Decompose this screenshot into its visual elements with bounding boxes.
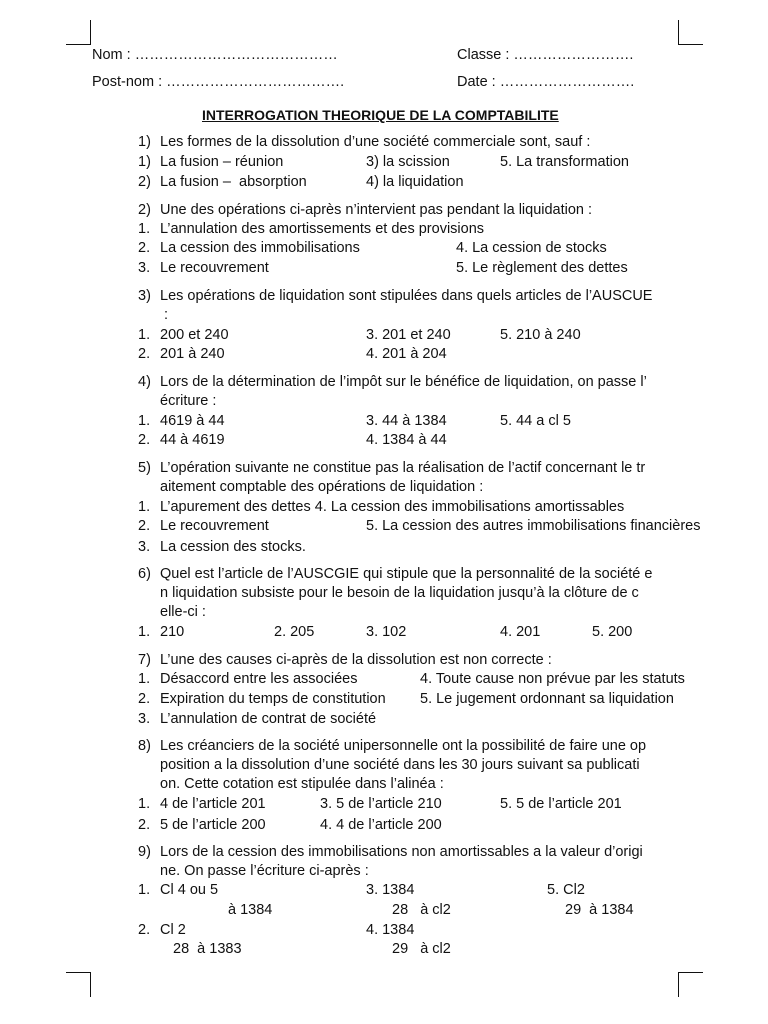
q4-text-continued: écriture : <box>160 393 217 409</box>
q6-option-4: 4. 201 <box>500 624 541 640</box>
q2-option-3: Le recouvrement <box>160 260 269 276</box>
q3-text: Les opérations de liquidation sont stipulées dans quels articles de l’AUSCUE <box>160 288 653 304</box>
q9-option-5-debit: 5. Cl2 <box>547 882 585 898</box>
q9-option-2-credit: 28 à 1383 <box>173 941 242 957</box>
q7-option-2: Expiration du temps de constitution <box>160 691 386 707</box>
q9-option-5-credit: 29 à 1384 <box>565 902 634 918</box>
q8-text-continued-2: on. Cette cotation est stipulée dans l’alinéa : <box>160 776 444 792</box>
q8-option-1: 4 de l’article 201 <box>160 796 266 812</box>
crop-mark-bottom-left <box>66 972 91 997</box>
q8-text: Les créanciers de la société unipersonnelle ont la possibilité de faire une op <box>160 738 647 754</box>
q4-text: Lors de la détermination de l’impôt sur le bénéfice de liquidation, on passe l’ <box>160 374 647 390</box>
q4-option-1-number: 1. <box>138 413 151 429</box>
q8-number: 8) <box>138 738 151 754</box>
q1-option-1-number: 1) <box>138 154 151 170</box>
q5-text-continued: aitement comptable des opérations de liquidation : <box>160 479 484 495</box>
q2-option-1-number: 1. <box>138 221 151 237</box>
q8-option-2: 5 de l’article 200 <box>160 817 266 833</box>
q9-option-2-debit: Cl 2 <box>160 922 186 938</box>
q1-text: Les formes de la dissolution d’une société commerciale sont, sauf : <box>160 134 591 150</box>
q2-text: Une des opérations ci-après n’intervient pas pendant la liquidation : <box>160 202 593 218</box>
q7-option-3: L’annulation de contrat de société <box>160 711 377 727</box>
q3-option-5: 5. 210 à 240 <box>500 327 581 343</box>
name-field: Nom : …………………………………… <box>92 47 338 63</box>
q1-option-2-number: 2) <box>138 174 151 190</box>
class-field: Classe : ……………………. <box>457 47 634 63</box>
q4-option-4: 4. 1384 à 44 <box>366 432 447 448</box>
q2-option-5: 5. Le règlement des dettes <box>456 260 628 276</box>
q9-text: Lors de la cession des immobilisations non amortissables a la valeur d’origi <box>160 844 643 860</box>
q6-text: Quel est l’article de l’AUSCGIE qui stipule que la personnalité de la société e <box>160 566 653 582</box>
q8-option-4: 4. 4 de l’article 200 <box>320 817 442 833</box>
q3-option-2-number: 2. <box>138 346 151 362</box>
q9-text-continued: ne. On passe l’écriture ci-après : <box>160 863 369 879</box>
q5-option-1: L’apurement des dettes 4. La cession des immobilisations amortissables <box>160 499 625 515</box>
q7-option-5: 5. Le jugement ordonnant sa liquidation <box>420 691 674 707</box>
q6-option-2: 2. 205 <box>274 624 315 640</box>
q8-option-2-number: 2. <box>138 817 151 833</box>
q5-text: L’opération suivante ne constitue pas la réalisation de l’actif concernant le tr <box>160 460 646 476</box>
page-title: INTERROGATION THEORIQUE DE LA COMPTABILITE <box>202 107 559 123</box>
q1-option-3: 3) la scission <box>366 154 450 170</box>
q2-option-3-number: 3. <box>138 260 151 276</box>
q7-option-2-number: 2. <box>138 691 151 707</box>
q9-option-3-debit: 3. 1384 <box>366 882 415 898</box>
q2-option-2-number: 2. <box>138 240 151 256</box>
postname-field: Post-nom : ………………………………. <box>92 74 345 90</box>
q2-option-4: 4. La cession de stocks <box>456 240 607 256</box>
q2-option-2: La cession des immobilisations <box>160 240 360 256</box>
q5-option-3-number: 3. <box>138 539 151 555</box>
q1-option-2: La fusion – absorption <box>160 174 307 190</box>
q6-text-continued: n liquidation subsiste pour le besoin de la liquidation jusqu’à la clôture de c <box>160 585 639 601</box>
q7-option-1: Désaccord entre les associées <box>160 671 358 687</box>
q3-option-1-number: 1. <box>138 327 151 343</box>
q9-option-1-number: 1. <box>138 882 151 898</box>
q9-option-3-credit: 28 à cl2 <box>392 902 451 918</box>
q8-option-3: 3. 5 de l’article 210 <box>320 796 442 812</box>
q7-number: 7) <box>138 652 151 668</box>
q5-option-2: Le recouvrement <box>160 518 269 534</box>
date-field: Date : ………………………. <box>457 74 635 90</box>
q2-number: 2) <box>138 202 151 218</box>
q6-option-1: 210 <box>160 624 185 640</box>
q7-text: L’une des causes ci-après de la dissolution est non correcte : <box>160 652 552 668</box>
q3-option-4: 4. 201 à 204 <box>366 346 447 362</box>
q8-text-continued: position a la dissolution d’une société dans les 30 jours suivant sa publicati <box>160 757 640 773</box>
q6-option-3: 3. 102 <box>366 624 407 640</box>
q6-number: 6) <box>138 566 151 582</box>
q7-option-3-number: 3. <box>138 711 151 727</box>
q3-number: 3) <box>138 288 151 304</box>
q1-option-5: 5. La transformation <box>500 154 629 170</box>
q1-option-1: La fusion – réunion <box>160 154 284 170</box>
q5-option-2-number: 2. <box>138 518 151 534</box>
q7-option-4: 4. Toute cause non prévue par les statuts <box>420 671 685 687</box>
q6-option-5: 5. 200 <box>592 624 633 640</box>
q8-option-5: 5. 5 de l’article 201 <box>500 796 622 812</box>
q9-option-4-credit: 29 à cl2 <box>392 941 451 957</box>
q8-option-1-number: 1. <box>138 796 151 812</box>
q3-option-2: 201 à 240 <box>160 346 225 362</box>
q4-number: 4) <box>138 374 151 390</box>
q1-option-4: 4) la liquidation <box>366 174 464 190</box>
q9-option-2-number: 2. <box>138 922 151 938</box>
q5-option-3: La cession des stocks. <box>160 539 306 555</box>
crop-mark-bottom-right <box>678 972 703 997</box>
crop-mark-top-right <box>678 20 703 45</box>
q5-option-5: 5. La cession des autres immobilisations financières <box>366 518 701 534</box>
q5-option-1-number: 1. <box>138 499 151 515</box>
q3-option-1: 200 et 240 <box>160 327 229 343</box>
q7-option-1-number: 1. <box>138 671 151 687</box>
q4-option-2: 44 à 4619 <box>160 432 225 448</box>
q5-number: 5) <box>138 460 151 476</box>
q3-option-3: 3. 201 et 240 <box>366 327 451 343</box>
crop-mark-top-left <box>66 20 91 45</box>
q3-text-continued: : <box>164 307 169 323</box>
q9-option-4-debit: 4. 1384 <box>366 922 415 938</box>
q9-option-1-credit: à 1384 <box>228 902 273 918</box>
q1-number: 1) <box>138 134 151 150</box>
q4-option-1: 4619 à 44 <box>160 413 225 429</box>
q9-number: 9) <box>138 844 151 860</box>
q4-option-2-number: 2. <box>138 432 151 448</box>
q6-option-1-number: 1. <box>138 624 151 640</box>
q2-option-1: L’annulation des amortissements et des provisions <box>160 221 485 237</box>
q4-option-3: 3. 44 à 1384 <box>366 413 447 429</box>
q6-text-continued-2: elle-ci : <box>160 604 206 620</box>
q4-option-5: 5. 44 a cl 5 <box>500 413 571 429</box>
q9-option-1-debit: Cl 4 ou 5 <box>160 882 219 898</box>
